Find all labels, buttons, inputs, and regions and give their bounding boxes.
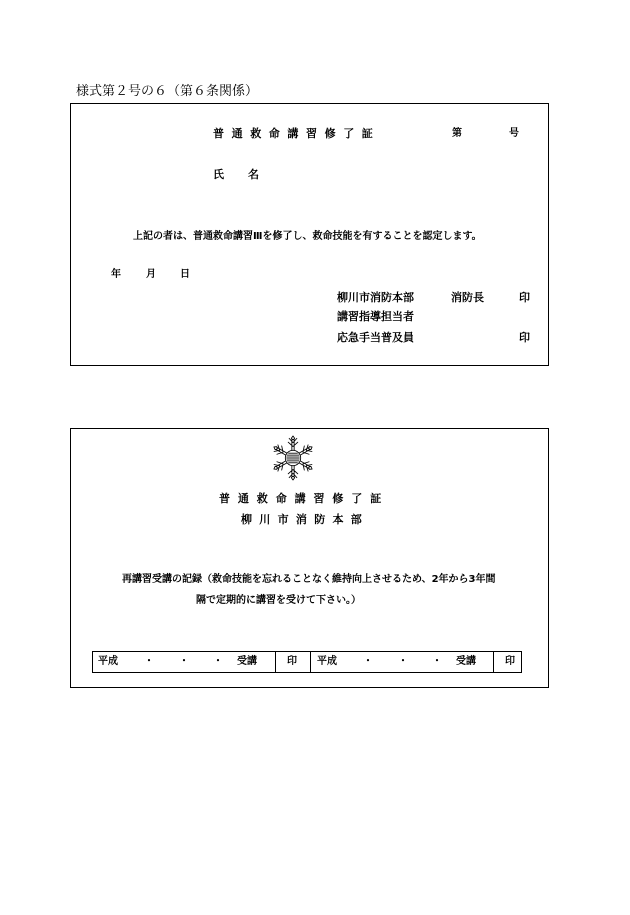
refresher-note-line: 再講習受講の記録（救命技能を忘れることなく維持向上させるため、2年から3年間 [122, 574, 496, 585]
instructor-label: 講習指導担当者 [337, 309, 414, 323]
name-label: 氏名 [213, 167, 283, 181]
refresher-record-table [92, 651, 522, 673]
date-separator: ・ [213, 656, 223, 667]
card-organization: 柳川市消防本部 [241, 512, 370, 526]
certificate-number-prefix: 第 [452, 128, 462, 139]
issuer-organization: 柳川市消防本部 [337, 290, 414, 304]
certificate-number-suffix: 号 [509, 128, 519, 139]
record-seal-cell [494, 651, 522, 673]
completion-card [70, 428, 549, 688]
fire-service-emblem-icon [270, 435, 316, 481]
date-day-label: 日 [180, 269, 190, 280]
date-separator: ・ [432, 656, 442, 667]
date-separator: ・ [363, 656, 373, 667]
emblem-arm [288, 436, 298, 450]
record-seal-cell [276, 651, 311, 673]
promoter-seal-mark: 印 [519, 330, 530, 344]
first-aid-promoter-label: 応急手当普及員 [337, 330, 414, 344]
chief-seal-mark: 印 [519, 290, 530, 304]
fire-chief-title: 消防長 [451, 290, 484, 304]
record-era: 平成 [317, 656, 337, 667]
record-entry [92, 651, 276, 673]
emblem-arm [288, 466, 298, 480]
record-attended-label: 受講 [237, 656, 257, 667]
completion-certificate [70, 103, 549, 366]
card-title: 普通救命講習修了証 [219, 491, 390, 505]
record-attended-label: 受講 [456, 656, 476, 667]
refresher-note-line: 隔で定期的に講習を受けて下さい。） [196, 595, 361, 606]
form-number: 様式第２号の６（第６条関係） [76, 84, 259, 99]
date-year-label: 年 [111, 269, 121, 280]
date-separator: ・ [398, 656, 408, 667]
seal-mark: 印 [505, 656, 515, 667]
record-entry [311, 651, 494, 673]
date-separator: ・ [179, 656, 189, 667]
date-month-label: 月 [146, 269, 156, 280]
certificate-title: 普通救命講習修了証 [213, 127, 381, 140]
emblem-sun [285, 450, 300, 465]
certification-statement: 上記の者は、普通救命講習Ⅲを修了し、救命技能を有することを認定します。 [133, 231, 482, 242]
seal-mark: 印 [287, 656, 297, 667]
date-separator: ・ [144, 656, 154, 667]
record-era: 平成 [98, 656, 118, 667]
